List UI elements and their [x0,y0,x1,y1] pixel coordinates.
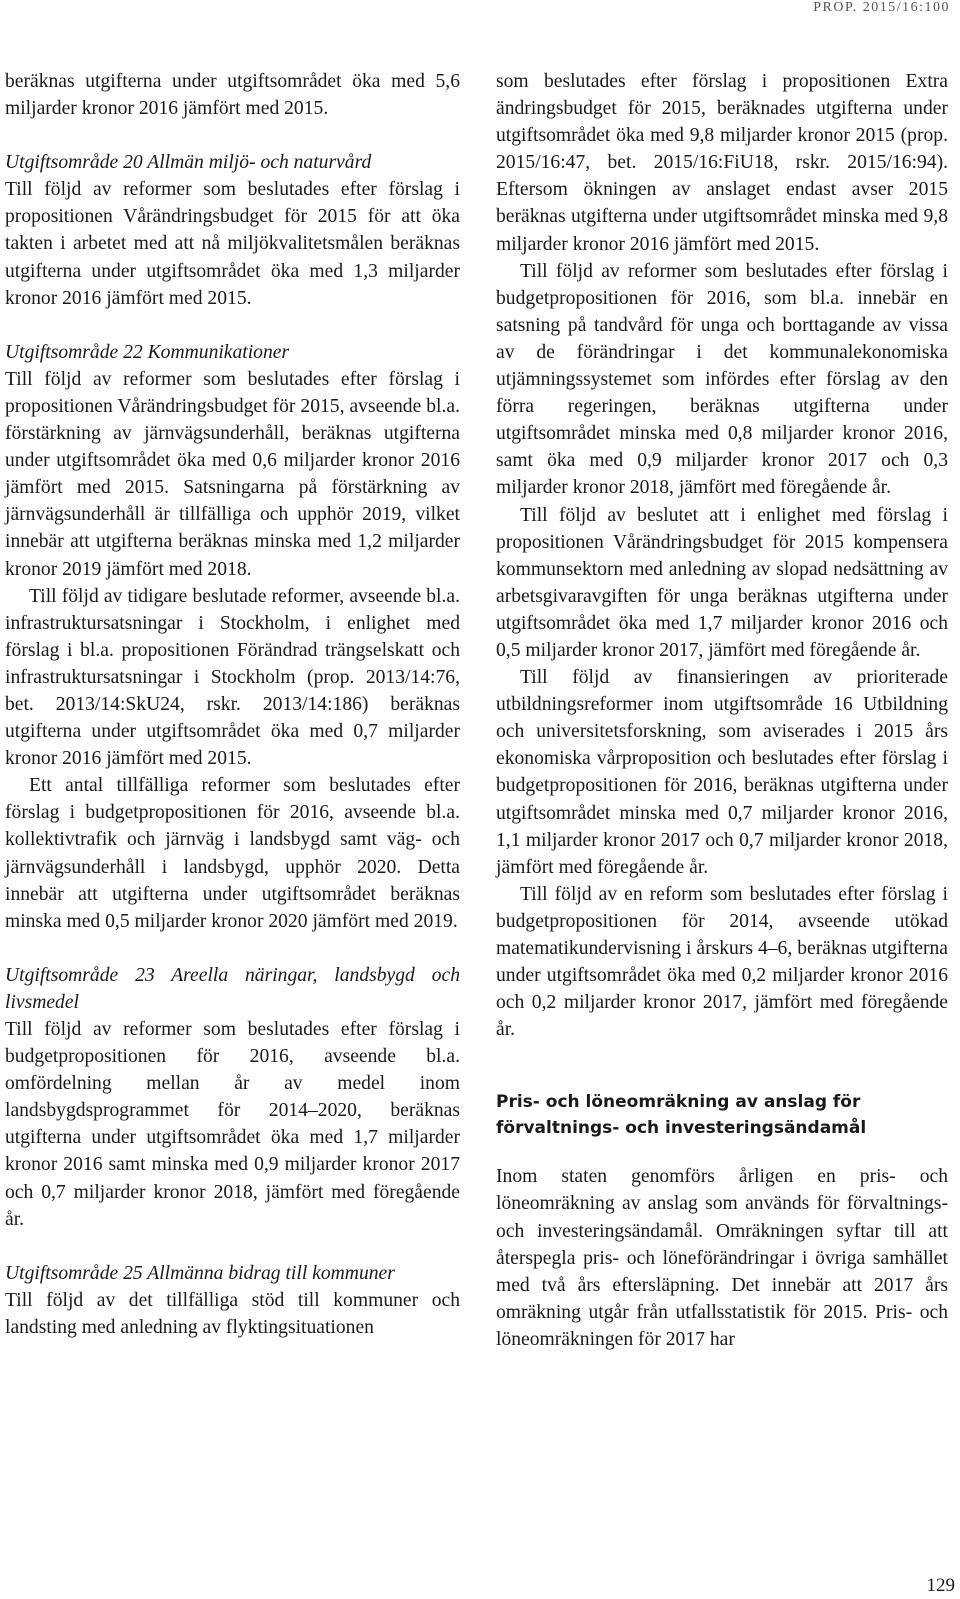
running-header: PROP. 2015/16:100 [813,0,950,15]
paragraph: Till följd av reformer som beslutades efter förslag i budgetpropositionen för 2016, avseende bl.a. omfördelning mellan år av medel inom landsbygdsprogrammet för 2014–2020, beräknas utgifterna under utgiftsområdet öka med 1,7 miljarder kronor 2016 samt minska med 0,9 miljarder kronor 2017 och 0,7 miljarder kronor 2018, jämfört med föregående år. [5,1019,460,1230]
page-number: 129 [926,1575,955,1596]
subheading-uo20: Utgiftsområde 20 Allmän miljö- och naturvård [5,152,372,174]
paragraph: Till följd av tidigare beslutade reformer, avseende bl.a. infrastruktursatsningar i Stockholm, i enlighet med förslag i bl.a. propositionen Förändrad trängselskatt och infrastruktursatsningar i Stockholm (prop. 2013/14:76, bet. 2013/14:SkU24, rskr. 2013/14:186) beräknas utgifterna under utgiftsområdet öka med 0,7 miljarder kronor 2016 jämfört med 2015. [5,585,460,770]
paragraph: Inom staten genomförs årligen en pris- och löneomräkning av anslag som används för förvaltnings- och investeringsändamål. Omräkningen syftar till att återspegla pris- och löneförändringar i övriga samhället med två års eftersläpning. Det innebär att 2017 års omräkning utgår från utfallsstatistik för 2015. Pris- och löneomräkningen för 2017 har [496,1166,948,1350]
paragraph: Till följd av reformer som beslutades efter förslag i propositionen Vårändringsbudget för 2015 för att öka takten i arbetet med att nå miljökvalitetsmålen beräknas utgifterna under utgiftsområdet öka med 1,3 miljarder kronor 2016 jämfört med 2015. [5,179,460,309]
paragraph: Ett antal tillfälliga reformer som beslutades efter förslag i budgetpropositionen för 2016, avseende bl.a. kollektivtrafik och järnväg i landsbygd samt väg- och järnvägsunderhåll i landsbygd, upphör 2020. Detta innebär att utgifterna under utgiftsområdet beräknas minska med 0,5 miljarder kronor 2020 jämfört med 2019. [5,775,460,932]
section-heading: Pris- och löneomräkning av anslag för förvaltnings- och investeringsändamål [496,1092,867,1139]
paragraph: Till följd av reformer som beslutades efter förslag i propositionen Vårändringsbudget för 2015, avseende bl.a. förstärkning av järnvägsunderhåll, beräknas utgifterna under utgiftsområdet öka med 0,6 miljarder kronor 2016 jämfört med 2015. Satsningarna på förstärkning av järnvägsunderhåll är tillfälliga och upphör 2019, vilket innebär att utgifterna beräknas minska med 1,2 miljarder kronor 2019 jämfört med 2018. [5,368,460,580]
right-column [496,68,948,1353]
paragraph: Till följd av beslutet att i enlighet med förslag i propositionen Vårändringsbudget för 2015 kompensera kommunsektorn med anledning av slopad nedsättning av arbetsgivaravgiften för unga beräknas utgifterna under utgiftsområdet öka med 1,7 miljarder kronor 2016 och 0,5 miljarder kronor 2017, jämfört med föregående år. [496,504,948,661]
subheading-uo25: Utgiftsområde 25 Allmänna bidrag till kommuner [5,1262,395,1284]
paragraph: Till följd av det tillfälliga stöd till kommuner och landsting med anledning av flyktingsituationen [5,1289,460,1338]
subheading-uo23: Utgiftsområde 23 Areella näringar, landsbygd och livsmedel [5,964,460,1013]
paragraph: Till följd av en reform som beslutades efter förslag i budgetpropositionen för 2014, avseende utökad matematikundervisning i årskurs 4–6, beräknas utgifterna under utgiftsområdet öka med 0,2 miljarder kronor 2016 och 0,2 miljarder kronor 2017, jämfört med föregående år. [496,883,948,1041]
paragraph: som beslutades efter förslag i propositionen Extra ändringsbudget för 2015, beräknades utgifterna under utgiftsområdet öka med 9,8 miljarder kronor 2015 (prop. 2015/16:47, bet. 2015/16:FiU18, rskr. 2015/16:94). Eftersom ökningen av anslaget endast avser 2015 beräknas utgifterna under utgiftsområdet minska med 9,8 miljarder kronor 2016 jämfört med 2015. [496,71,948,255]
paragraph: Till följd av reformer som beslutades efter förslag i budgetpropositionen för 2016, som bl.a. innebär en satsning på tandvård för unga och borttagande av vissa av de förändringar i det kommunalekonomiska utjämningssystemet som infördes efter förslag av den förra regeringen, beräknas utgifterna under utgiftsområdet minska med 0,8 miljarder kronor 2016, samt öka med 0,9 miljarder kronor 2017 och 0,3 miljarder kronor 2018, jämfört med föregående år. [496,260,948,499]
paragraph: Till följd av finansieringen av prioriterade utbildningsreformer inom utgiftsområde 16 Utbildning och universitetsforskning, som aviserades i 2015 års ekonomiska vårproposition och beslutades efter förslag i budgetpropositionen för 2016, beräknas utgifterna under utgiftsområdet minska med 0,7 miljarder kronor 2016, 1,1 miljarder kronor 2017 och 0,7 miljarder kronor 2018, jämfört med föregående år. [496,667,948,878]
left-column [5,68,460,1341]
subheading-uo22: Utgiftsområde 22 Kommunikationer [5,341,290,363]
paragraph: beräknas utgifterna under utgiftsområdet öka med 5,6 miljarder kronor 2016 jämfört med 2015. [5,71,460,120]
